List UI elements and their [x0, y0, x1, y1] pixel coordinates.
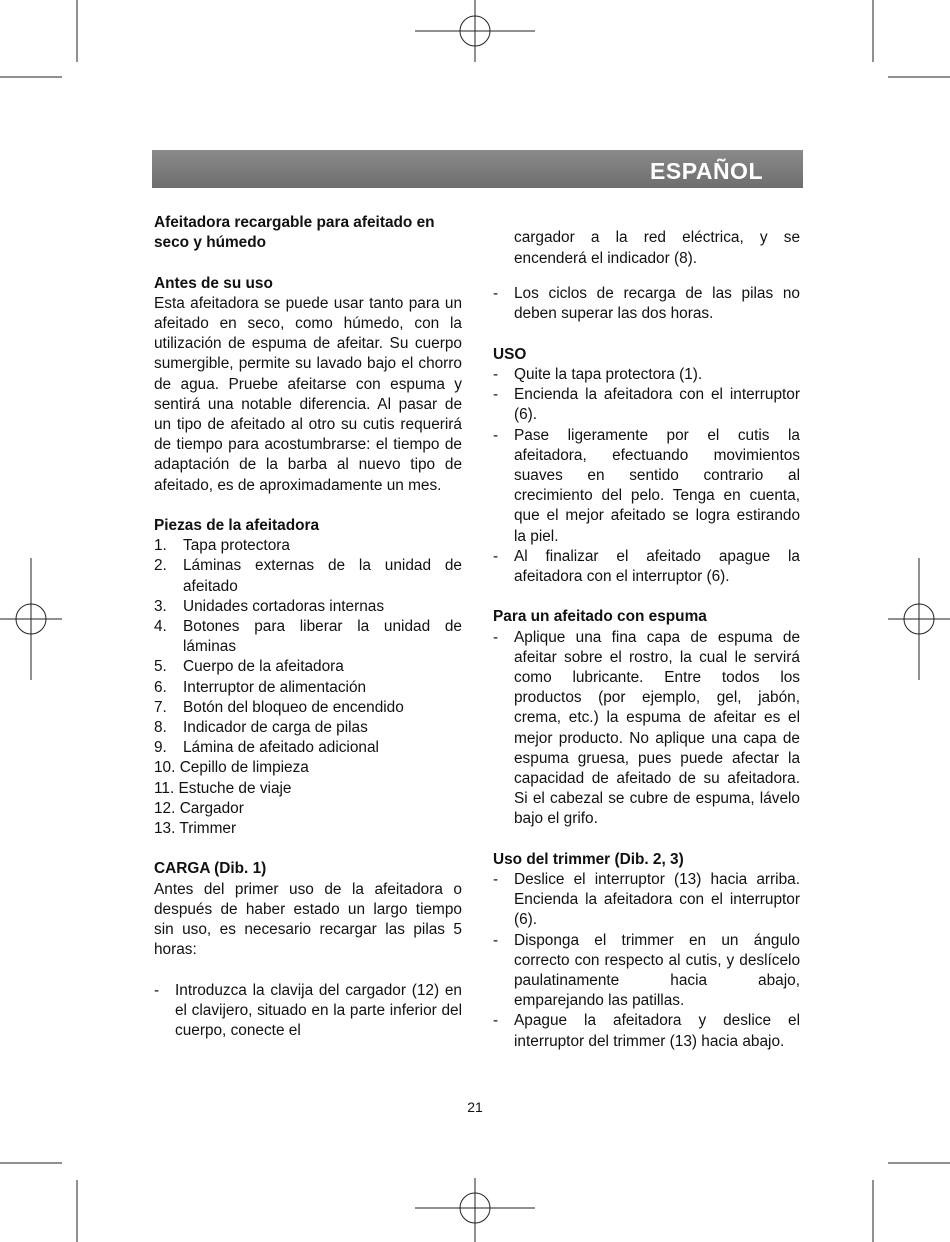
foam-heading: Para un afeitado con espuma — [493, 608, 707, 626]
charge-list-item: - Los ciclos de recarga de las pilas no deben superar las dos horas. — [493, 285, 800, 323]
parts-list-item: 1. Tapa protectora — [154, 537, 290, 555]
charge-heading: CARGA (Dib. 1) — [154, 860, 267, 878]
trimmer-list-item: - Disponga el trimmer en un ángulo correcto con respecto al cutis, y deslícelo paulatinamente hacia abajo, emparejando las patillas. — [493, 931, 800, 1010]
trimmer-heading: Uso del trimmer (Dib. 2, 3) — [493, 850, 684, 868]
parts-heading: Piezas de la afeitadora — [154, 517, 320, 535]
use-list — [493, 365, 800, 587]
trimmer-list-item: - Deslice el interruptor (13) hacia arriba. Encienda la afeitadora con el interruptor (6). — [493, 871, 800, 929]
trimmer-list-item: - Apague la afeitadora y deslice el interruptor del trimmer (13) hacia abajo. — [493, 1012, 800, 1050]
parts-list-item: 4. Botones para liberar la unidad de láminas — [154, 618, 462, 656]
foam-list-item: - Aplique una fina capa de espuma de afeitar sobre el rostro, la cual le servirá como lubricante. Entre todos los productos (por ejemplo, gel, jabón, crema, etc.) la espuma de afeitar es el mejor producto. No aplique una capa de espuma gruesa, pues puede afectar la capacidad de afeitado de su afeitadora. Si el cabezal se cubre de espuma, lávelo bajo el grifo. — [493, 628, 800, 828]
before-use-heading: Antes de su uso — [154, 274, 273, 292]
right-column — [493, 213, 800, 1052]
parts-list-item: 3. Unidades cortadoras internas — [154, 597, 385, 615]
charge-list-item: - Introduzca la clavija del cargador (12) en el clavijero, situado en la parte inferior del cuerpo, conecte el — [154, 981, 462, 1040]
page-number: 21 — [467, 1099, 483, 1115]
language-header-bar — [152, 150, 803, 188]
use-list-item: - Al finalizar el afeitado apague la afeitadora con el interruptor (6). — [493, 547, 800, 586]
parts-list-item: 12. Cargador — [154, 799, 244, 817]
trimmer-list — [493, 870, 800, 1052]
use-list-item: - Pase ligeramente por el cutis la afeitadora, efectuando movimientos suaves en sentido contrario al crecimiento del pelo. Tenga en cuenta, que el mejor afeitado se logra estirando la piel. — [493, 426, 800, 545]
charge-list-item-continued: cargador a la red eléctrica, y se encenderá el indicador (8). — [514, 229, 800, 267]
left-column — [154, 213, 462, 1041]
parts-list-item: 9. Lámina de afeitado adicional — [154, 739, 379, 757]
parts-list-item: 8. Indicador de carga de pilas — [154, 719, 368, 737]
language-title: ESPAÑOL — [650, 158, 763, 184]
charge-list-continued — [493, 284, 800, 324]
use-list-item: - Encienda la afeitadora con el interruptor (6). — [493, 386, 800, 424]
document-title: Afeitadora recargable para afeitado en seco y húmedo — [154, 214, 435, 252]
charge-text: Antes del primer uso de la afeitadora o después de haber estado un largo tiempo sin uso, es necesario recargar las pilas 5 horas: — [154, 880, 462, 959]
parts-list-item: 13. Trimmer — [154, 820, 237, 838]
use-heading: USO — [493, 345, 527, 363]
foam-list — [493, 628, 800, 830]
before-use-text: Esta afeitadora se puede usar tanto para un afeitado en seco, como húmedo, con la utilización de espuma de afeitar. Su cuerpo sumergible, permite su lavado bajo el chorro de agua. Pruebe afeitarse con espuma y sentirá una notable diferencia. Al pasar de un tipo de afeitado al otro su cutis requerirá de tiempo para acostumbrarse: el tiempo de adaptación de la barba al nuevo tipo de afeitado, es de aproximadamente un mes. — [154, 294, 462, 494]
parts-list-item: 7. Botón del bloqueo de encendido — [154, 698, 404, 716]
parts-list-item: 11. Estuche de viaje — [154, 779, 292, 797]
parts-list-item: 6. Interruptor de alimentación — [154, 678, 367, 696]
parts-list — [154, 536, 462, 839]
parts-list-item: 2. Láminas externas de la unidad de afeitado — [154, 557, 462, 595]
parts-list-item: 10. Cepillo de limpieza — [154, 759, 309, 777]
charge-list — [154, 981, 462, 1042]
parts-list-item: 5. Cuerpo de la afeitadora — [154, 658, 344, 676]
use-list-item: - Quite la tapa protectora (1). — [493, 365, 703, 383]
